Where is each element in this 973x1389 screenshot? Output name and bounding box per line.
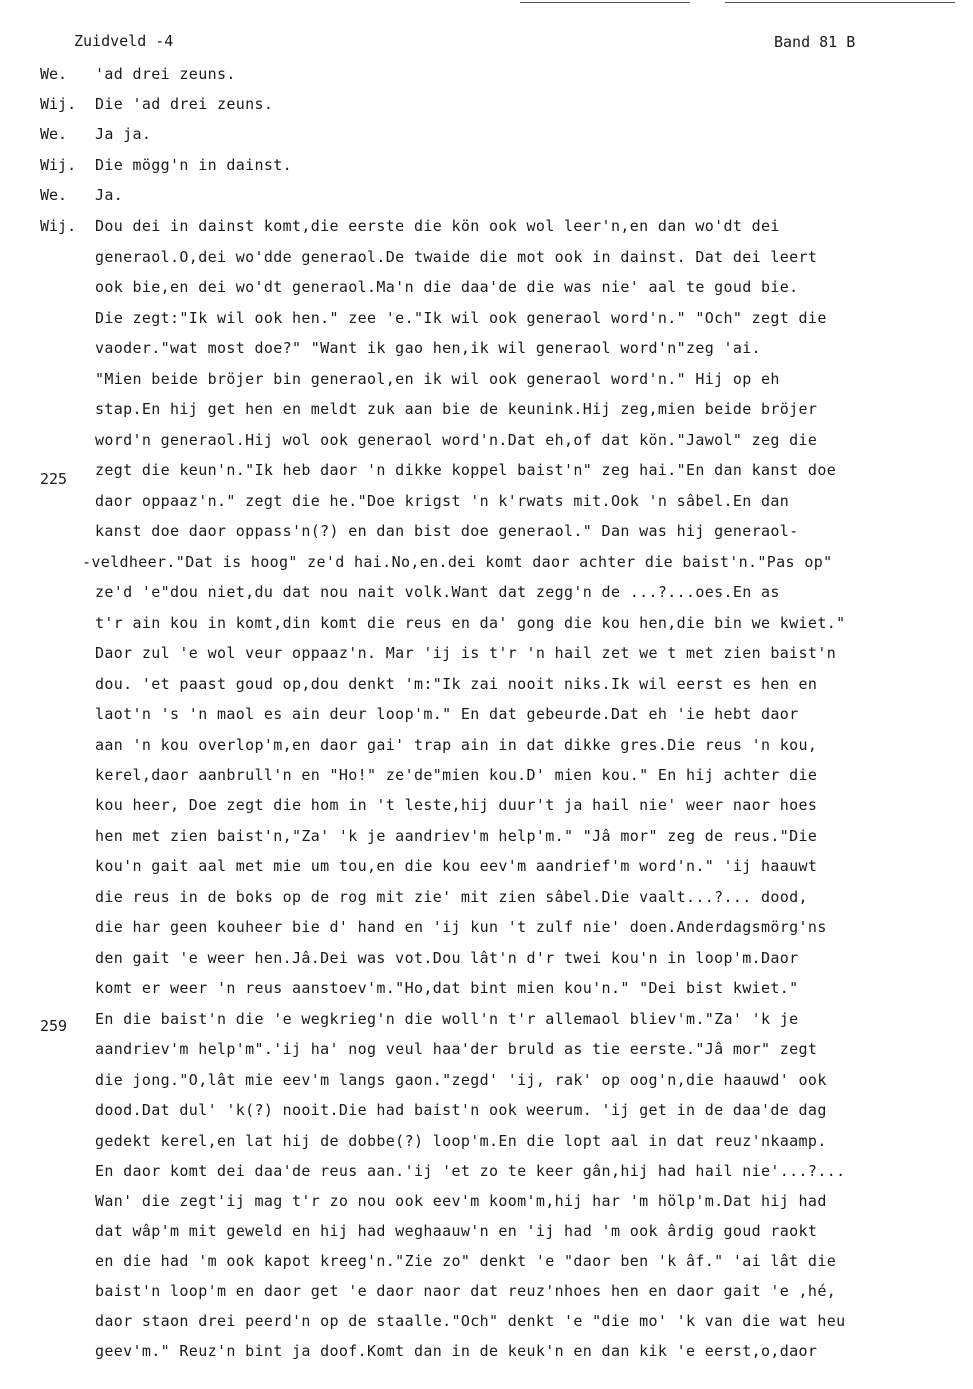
transcript-line: dood.Dat dul' 'k(?) nooit.Die had baist'n ook weerum. 'ij get in de daa'de dag [95, 1101, 827, 1119]
transcript-line: en die had 'm ook kapot kreeg'n."Zie zo" denkt 'e "daor ben 'k âf." 'ai lât die [95, 1252, 837, 1270]
transcript-line: aandriev'm help'm".'ij ha' nog veul haa'der bruld as tie eerste."Jâ mor" zegt [95, 1040, 818, 1058]
transcript-line: ook bie,en dei wo'dt generaol.Ma'n die daa'de die was nie' aal te goud bie. [95, 278, 799, 296]
document-header-right: Band 81 B [774, 33, 856, 51]
speaker-label: We. [40, 125, 68, 143]
speaker-label: Wij. [40, 95, 77, 113]
speaker-label: We. [40, 186, 68, 204]
transcript-line: ze'd 'e"dou niet,du dat nou nait volk.Want dat zegg'n de ...?...oes.En as [95, 583, 780, 601]
transcript-line: kou'n gait aal met mie um tou,en die kou eev'm aandrief'm word'n." 'ij haauwt [95, 857, 818, 875]
transcript-line: t'r ain kou in komt,din komt die reus en da' gong die kou hen,die bin we kwiet." [95, 614, 846, 632]
transcript-line: kanst doe daor oppass'n(?) en dan bist doe generaol." Dan was hij generaol- [95, 522, 799, 540]
transcript-line: kerel,daor aanbrull'n en "Ho!" ze'de"mien kou.D' mien kou." En hij achter die [95, 766, 818, 784]
transcript-line: kou heer, Doe zegt die hom in 't leste,hij duur't ja hail nie' weer naor hoes [95, 796, 818, 814]
transcript-line: Dou dei in dainst komt,die eerste die kön ook wol leer'n,en dan wo'dt dei [95, 217, 780, 235]
transcript-line: dou. 'et paast goud op,dou denkt 'm:"Ik zai nooit niks.Ik wil eerst es hen en [95, 675, 818, 693]
transcript-line: generaol.O,dei wo'dde generaol.De twaide die mot ook in dainst. Dat dei leert [95, 248, 818, 266]
transcript-line: komt er weer 'n reus aanstoev'm."Ho,dat bint mien kou'n." "Dei bist kwiet." [95, 979, 799, 997]
transcript-line: die har geen kouheer bie d' hand en 'ij kun 't zulf nie' doen.Anderdagsmörg'ns [95, 918, 827, 936]
transcript-line: den gait 'e weer hen.Jâ.Dei was vot.Dou lât'n d'r twei kou'n in loop'm.Daor [95, 949, 799, 967]
transcript-line: Die 'ad drei zeuns. [95, 95, 274, 113]
speaker-label: Wij. [40, 156, 77, 174]
transcript-line: En die baist'n die 'e wegkrieg'n die woll'n t'r allemaol bliev'm."Za' 'k je [95, 1010, 799, 1028]
transcript-line: Die zegt:"Ik wil ook hen." zee 'e."Ik wil ook generaol word'n." "Och" zegt die [95, 309, 827, 327]
transcript-line: daor staon drei peerd'n op de staalle."Och" denkt 'e "die mo' 'k van die wat heu [95, 1312, 846, 1330]
top-rule-left [520, 2, 690, 3]
transcript-line: vaoder."wat most doe?" "Want ik gao hen,ik wil generaol word'n"zeg 'ai. [95, 339, 762, 357]
transcript-line: 'ad drei zeuns. [95, 65, 236, 83]
transcript-line: En daor komt dei daa'de reus aan.'ij 'et zo te keer gân,hij had hail nie'...?... [95, 1162, 846, 1180]
document-header-left: Zuidveld -4 [74, 32, 174, 50]
transcript-line: stap.En hij get hen en meldt zuk aan bie de keunink.Hij zeg,mien beide bröjer [95, 400, 818, 418]
transcript-line: aan 'n kou overlop'm,en daor gai' trap ain in dat dikke gres.Die reus 'n kou, [95, 736, 818, 754]
transcript-line: Ja. [95, 186, 124, 204]
speaker-label: We. [40, 65, 68, 83]
transcript-line: zegt die keun'n."Ik heb daor 'n dikke koppel baist'n" zeg hai."En dan kanst doe [95, 461, 837, 479]
transcript-line: Daor zul 'e wol veur oppaaz'n. Mar 'ij is t'r 'n hail zet we t met zien baist'n [95, 644, 837, 662]
margin-counter: 225 [40, 470, 68, 488]
top-rule-right [725, 2, 955, 3]
transcript-line: hen met zien baist'n,"Za' 'k je aandriev'm help'm." "Jâ mor" zeg de reus."Die [95, 827, 818, 845]
transcript-line: die reus in de boks op de rog mit zie' mit zien sâbel.Die vaalt...?... dood, [95, 888, 808, 906]
transcript-line: gedekt kerel,en lat hij de dobbe(?) loop'm.En die lopt aal in dat reuz'nkaamp. [95, 1132, 827, 1150]
transcript-line: "Mien beide bröjer bin generaol,en ik wil ook generaol word'n." Hij op eh [95, 370, 780, 388]
speaker-label: Wij. [40, 217, 77, 235]
transcript-line: Wan' die zegt'ij mag t'r zo nou ook eev'm koom'm,hij har 'm hölp'm.Dat hij had [95, 1192, 827, 1210]
transcript-line: die jong."O,lât mie eev'm langs gaon."zegd' 'ij, rak' op oog'n,die haauwd' ook [95, 1071, 827, 1089]
transcript-line: geev'm." Reuz'n bint ja doof.Komt dan in de keuk'n en dan kik 'e eerst,o,daor [95, 1342, 818, 1360]
transcript-line: daor oppaaz'n." zegt die he."Doe krigst 'n k'rwats mit.Ook 'n sâbel.En dan [95, 492, 790, 510]
transcript-line: word'n generaol.Hij wol ook generaol word'n.Dat eh,of dat kön."Jawol" zeg die [95, 431, 818, 449]
transcript-line: dat wâp'm mit geweld en hij had weghaauw'n en 'ij had 'm ook ârdig goud raokt [95, 1222, 818, 1240]
transcript-line: -veldheer."Dat is hoog" ze'd hai.No,en.dei komt daor achter die baist'n."Pas op" [82, 553, 833, 571]
transcript-line: Die mögg'n in dainst. [95, 156, 292, 174]
transcript-line: Ja ja. [95, 125, 152, 143]
margin-counter: 259 [40, 1017, 68, 1035]
transcript-line: laot'n 's 'n maol es ain deur loop'm." En dat gebeurde.Dat eh 'ie hebt daor [95, 705, 799, 723]
transcript-line: baist'n loop'm en daor get 'e daor naor dat reuz'nhoes hen en daor gait 'e ,hé, [95, 1282, 837, 1300]
